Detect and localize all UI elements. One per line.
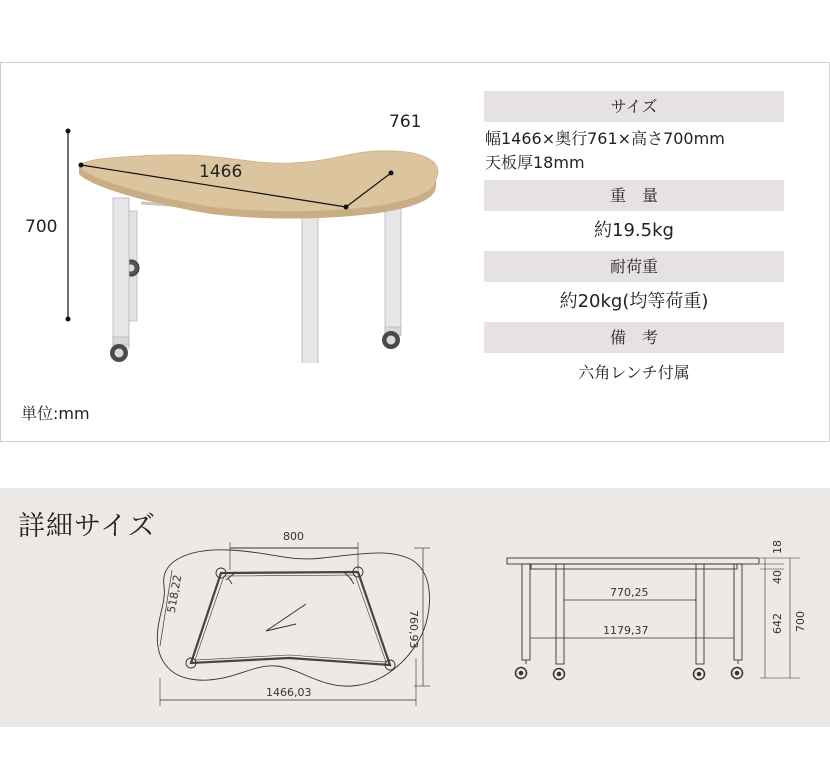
tabletop — [79, 151, 438, 212]
plan-right-dimension: 760,93 — [407, 610, 420, 649]
notes-value: 六角レンチ付属 — [578, 363, 690, 382]
spec-panel — [0, 62, 830, 442]
unit-label: 単位:mm — [21, 404, 90, 423]
weight-value: 約19.5kg — [594, 220, 674, 241]
plan-top-dimension: 800 — [283, 530, 304, 543]
detail-drawings — [0, 488, 830, 727]
notes-header: 備 考 — [484, 322, 784, 353]
side-view — [507, 558, 800, 680]
side-leg-dimension: 642 — [771, 613, 784, 634]
size-header: サイズ — [484, 91, 784, 122]
side-total-dimension: 700 — [794, 611, 807, 632]
load-header: 耐荷重 — [484, 251, 784, 282]
plan-bottom-dimension: 1466,03 — [266, 686, 312, 699]
weight-header: 重 量 — [484, 180, 784, 211]
plan-view — [157, 542, 430, 706]
plan-left-dimension: 518,22 — [164, 573, 185, 614]
table-illustration — [51, 103, 451, 363]
size-line-1: 幅1466×奥行761×高さ700mm — [485, 129, 725, 148]
height-dimension-label: 700 — [25, 217, 58, 237]
load-value: 約20kg(均等荷重) — [559, 291, 709, 312]
spec-table — [484, 91, 784, 393]
side-frame-dimension: 40 — [771, 570, 784, 584]
detail-panel — [0, 488, 830, 727]
side-inner-dimension: 770,25 — [610, 586, 649, 599]
size-line-2: 天板厚18mm — [485, 153, 585, 172]
width-dimension-label: 1466 — [199, 162, 243, 182]
detail-title: 詳細サイズ — [18, 511, 156, 542]
side-outer-dimension: 1179,37 — [603, 624, 649, 637]
side-thickness-dimension: 18 — [771, 540, 784, 554]
depth-dimension-label: 761 — [389, 112, 422, 132]
